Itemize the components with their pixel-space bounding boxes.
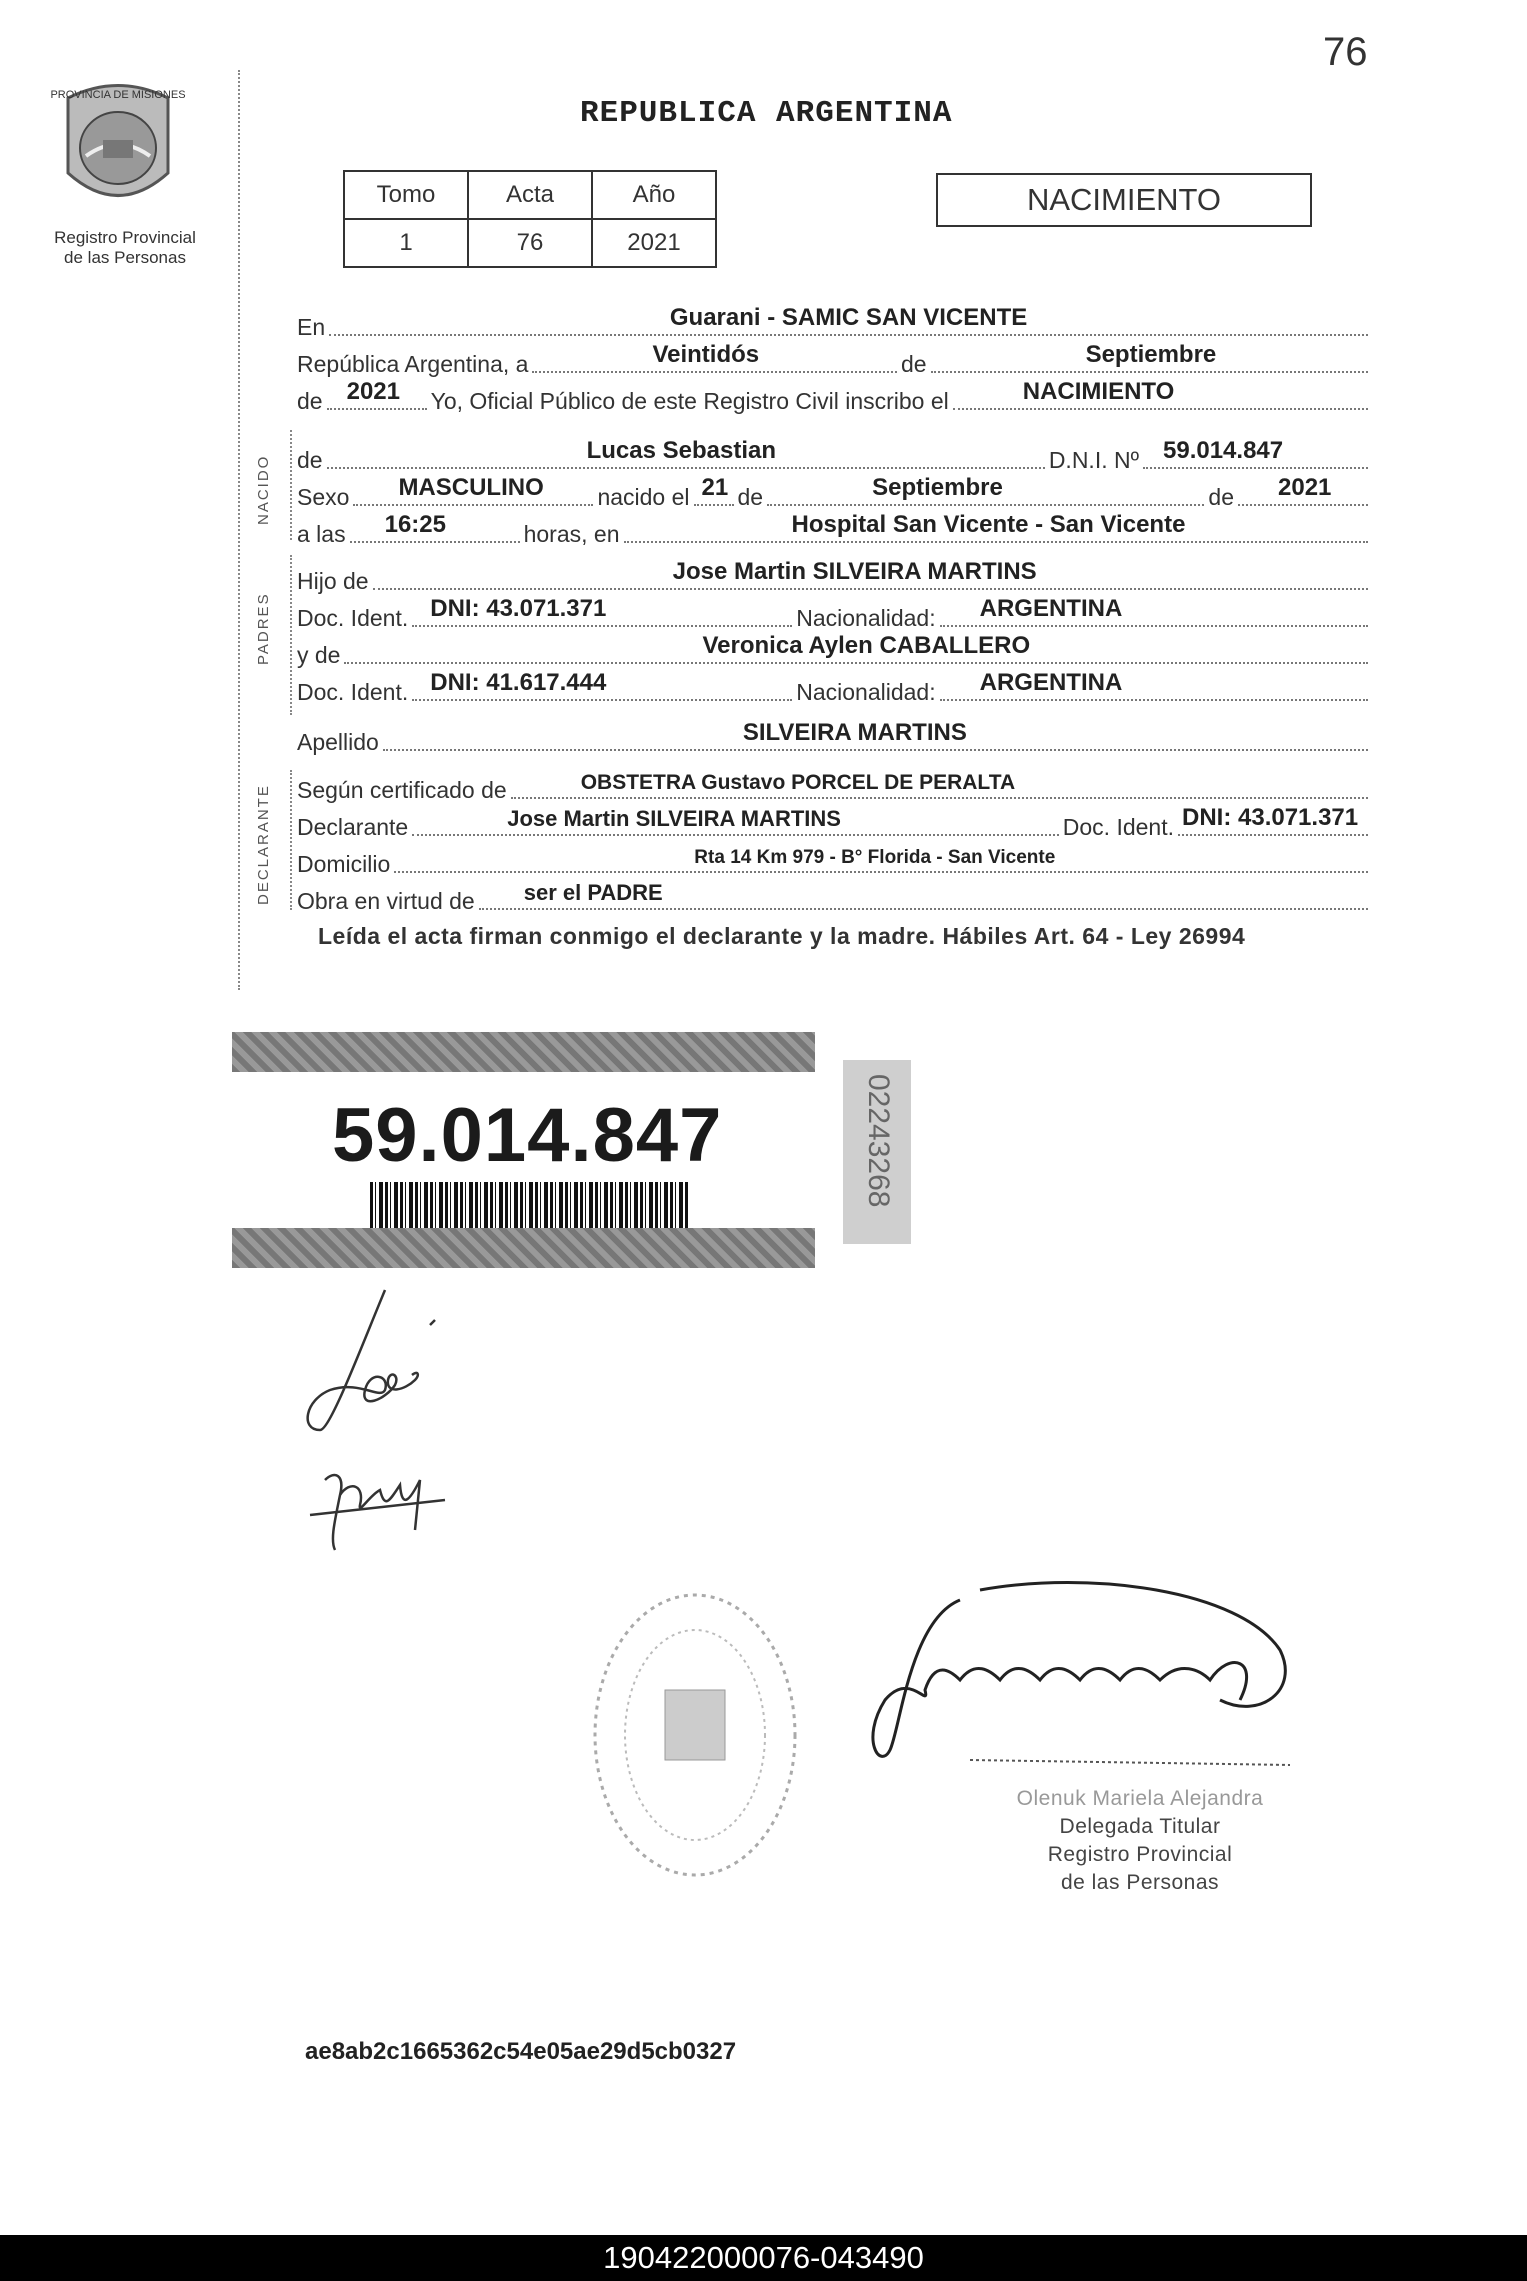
label-domicilio: Domicilio	[297, 851, 391, 877]
section-divider-padres	[290, 555, 292, 715]
value-act: NACIMIENTO	[1022, 378, 1175, 405]
logo-caption-line1: Registro Provincial	[54, 228, 196, 247]
value-address: Rta 14 Km 979 - B° Florida - San Vicente	[694, 847, 1056, 868]
label-nacionalidad-father: Nacionalidad:	[796, 605, 936, 631]
registry-header-acta: Acta	[468, 171, 592, 219]
value-surname: SILVEIRA MARTINS	[742, 719, 967, 746]
value-declarant: Jose Martin SILVEIRA MARTINS	[507, 806, 841, 831]
document-hash: ae8ab2c1665362c54e05ae29d5cb0327	[305, 2038, 737, 2065]
logo-caption-line2: de las Personas	[64, 248, 186, 267]
label-horas-en: horas, en	[523, 521, 620, 547]
value-place: Guarani - SAMIC SAN VICENTE	[669, 304, 1028, 331]
label-de-day: de	[737, 484, 764, 510]
registry-value-acta: 76	[468, 219, 592, 267]
signature-caption	[980, 1785, 1300, 1897]
registry-value-tomo: 1	[344, 219, 468, 267]
label-a-las: a las	[297, 521, 346, 547]
line-mother-doc	[297, 669, 1372, 706]
registry-table	[343, 170, 717, 268]
logo-text: PROVINCIA DE MISIONES	[50, 89, 186, 101]
sticker-band-bottom	[232, 1228, 815, 1268]
registry-header-anio: Año	[592, 171, 716, 219]
value-time: 16:25	[384, 511, 446, 538]
line-father	[297, 558, 1372, 595]
value-birth-year: 2021	[1278, 474, 1332, 501]
value-father: Jose Martin SILVEIRA MARTINS	[672, 558, 1037, 585]
line-certificate	[297, 770, 1372, 804]
label-doc-ident-mother: Doc. Ident.	[297, 679, 409, 705]
line-surname	[297, 719, 1372, 756]
vertical-code: 02243268	[862, 1074, 895, 1208]
signature-official	[840, 1580, 1310, 1790]
side-label-nacido: NACIDO	[255, 454, 272, 525]
label-apellido: Apellido	[297, 729, 379, 755]
label-sexo: Sexo	[297, 484, 350, 510]
label-doc-ident-father: Doc. Ident.	[297, 605, 409, 631]
sticker-band-top	[232, 1032, 815, 1072]
registry-header-tomo: Tomo	[344, 171, 468, 219]
logo-caption	[40, 228, 210, 268]
line-inscription	[297, 378, 1372, 415]
value-mother-nat: ARGENTINA	[979, 669, 1123, 696]
signature-office-line1: Registro Provincial	[1047, 1843, 1233, 1866]
section-divider-declarante	[290, 770, 292, 910]
label-hijo-de: Hijo de	[297, 568, 369, 594]
margin-guide-left	[238, 70, 240, 990]
closing-note: Leída el acta firman conmigo el declarante y la madre. Hábiles Art. 64 - Ley 26994	[318, 923, 1246, 949]
section-divider-nacido	[290, 430, 292, 540]
line-father-doc	[297, 595, 1372, 632]
label-inscribo: Yo, Oficial Público de este Registro Civil inscribo el	[430, 388, 949, 414]
signature-office-line2: de las Personas	[1060, 1871, 1220, 1894]
value-birth-day: 21	[701, 474, 729, 501]
side-label-declarante: DECLARANTE	[255, 784, 272, 905]
line-declarant	[297, 804, 1372, 841]
act-type-box: NACIMIENTO	[936, 173, 1312, 227]
vertical-code-tag	[843, 1060, 911, 1244]
label-de-birth-year: de	[1208, 484, 1234, 510]
province-coat-of-arms-logo	[50, 78, 186, 218]
label-segun: Según certificado de	[297, 777, 507, 803]
line-sex-birth	[297, 474, 1372, 511]
line-date	[297, 341, 1372, 378]
line-name	[297, 437, 1372, 474]
label-en: En	[297, 314, 326, 340]
signature-name: Olenuk Mariela Alejandra	[1016, 1787, 1264, 1810]
label-obra: Obra en virtud de	[297, 888, 475, 914]
side-label-padres: PADRES	[255, 592, 272, 665]
registry-value-anio: 2021	[592, 219, 716, 267]
value-certificate: OBSTETRA Gustavo PORCEL DE PERALTA	[580, 771, 1016, 794]
line-time-place	[297, 511, 1372, 548]
label-doc-ident-declarant: Doc. Ident.	[1062, 814, 1174, 840]
page-title: REPUBLICA ARGENTINA	[580, 96, 953, 131]
value-capacity: ser el PADRE	[523, 880, 663, 905]
value-birth-month: Septiembre	[872, 474, 1003, 501]
label-republica: República Argentina, a	[297, 351, 529, 377]
value-birth-place: Hospital San Vicente - San Vicente	[791, 511, 1186, 538]
value-name: Lucas Sebastian	[586, 437, 777, 464]
official-seal-stamp	[585, 1585, 805, 1905]
line-place	[297, 304, 1372, 341]
page-number: 76	[1323, 30, 1368, 74]
signature-role: Delegada Titular	[1059, 1815, 1221, 1838]
label-dni: D.N.I. Nº	[1048, 447, 1139, 473]
label-nacionalidad-mother: Nacionalidad:	[796, 679, 936, 705]
value-day-words: Veintidós	[652, 341, 760, 368]
dni-sticker	[232, 1032, 815, 1272]
sticker-dni-number: 59.014.847	[332, 1093, 723, 1178]
value-mother: Veronica Aylen CABALLERO	[702, 632, 1031, 659]
value-year: 2021	[346, 378, 400, 405]
label-de-year: de	[297, 388, 323, 414]
label-declarante: Declarante	[297, 814, 409, 840]
value-declarant-doc: DNI: 43.071.371	[1182, 804, 1359, 831]
label-nacido-el: nacido el	[597, 484, 690, 510]
value-father-doc: DNI: 43.071.371	[430, 595, 607, 622]
value-sex: MASCULINO	[398, 474, 544, 501]
label-de-month: de	[900, 351, 927, 377]
line-capacity	[297, 881, 1372, 915]
label-de-name: de	[297, 447, 323, 473]
line-address	[297, 844, 1372, 878]
line-mother	[297, 632, 1372, 669]
footer-code-bar: 190422000076-043490	[0, 2235, 1527, 2281]
label-y-de: y de	[297, 642, 341, 668]
value-dni: 59.014.847	[1163, 437, 1284, 464]
signature-declarant	[290, 1280, 510, 1610]
value-month: Septiembre	[1085, 341, 1217, 368]
value-mother-doc: DNI: 41.617.444	[430, 669, 607, 696]
value-father-nat: ARGENTINA	[979, 595, 1123, 622]
